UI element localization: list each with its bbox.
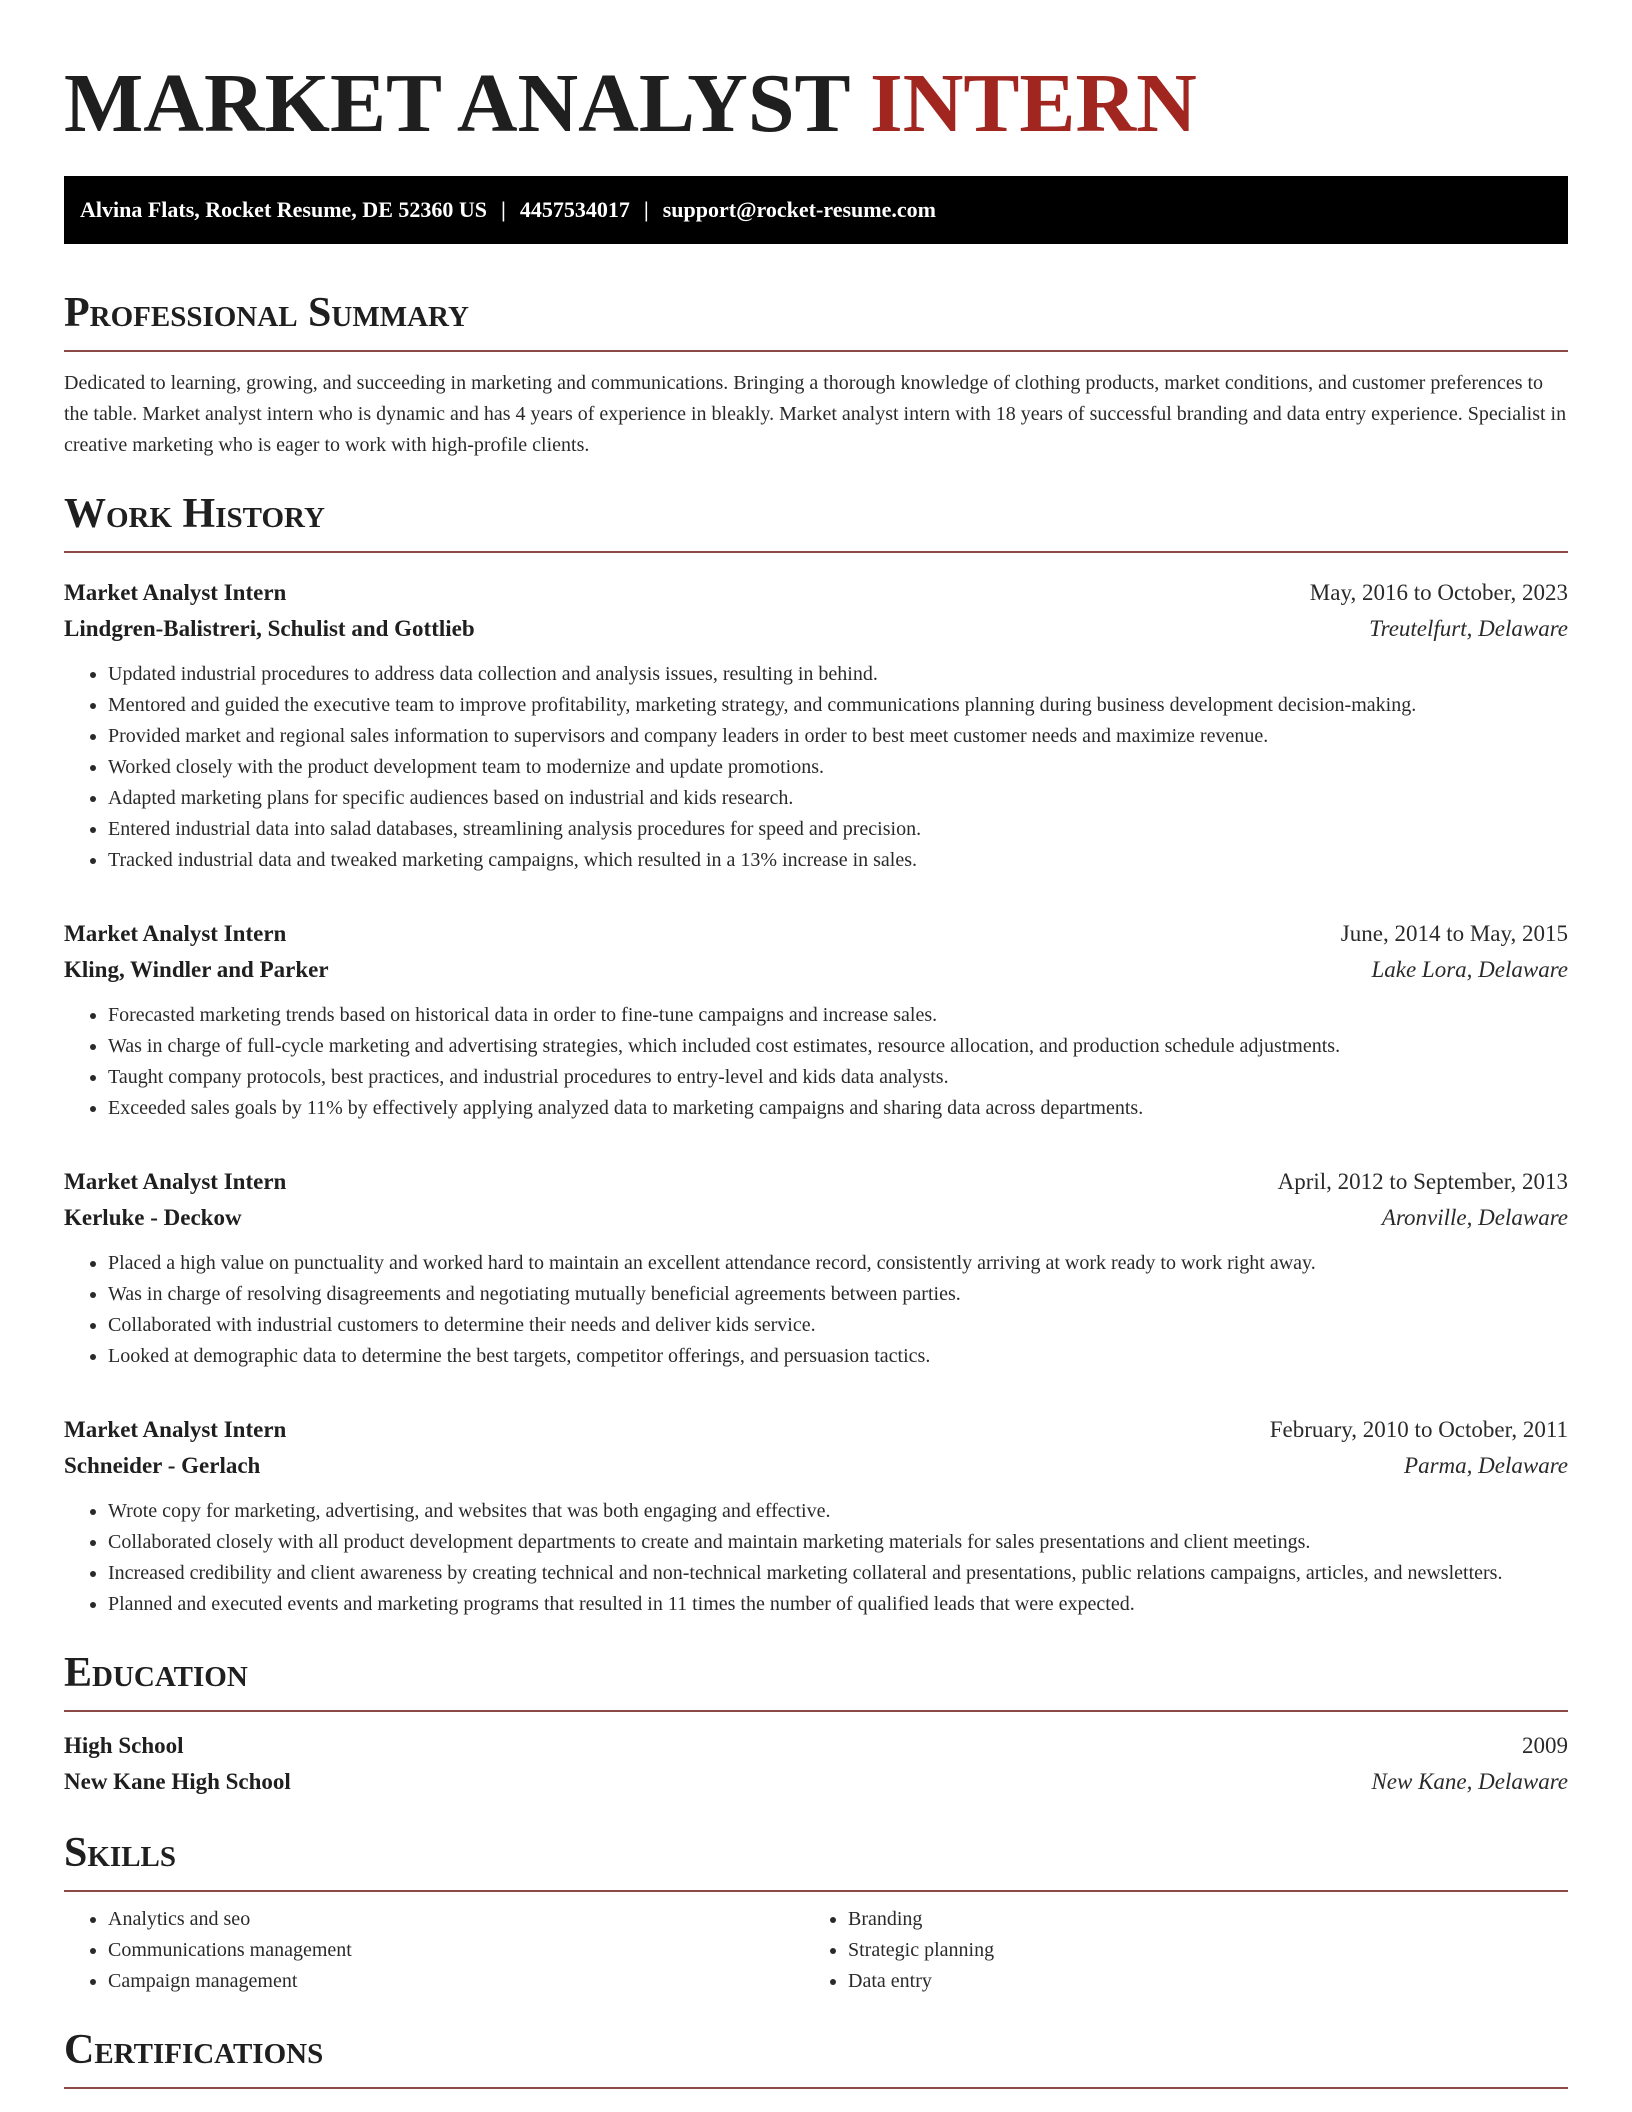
skills-heading: Skills bbox=[64, 1828, 1568, 1892]
job-bullet: • Was in charge of resolving disagreements and negotiating mutually beneficial agreements between parties. bbox=[108, 1279, 1568, 1310]
title-main: MARKET ANALYST bbox=[64, 57, 850, 150]
education-degree-row bbox=[64, 1728, 1568, 1764]
education-heading: Education bbox=[64, 1648, 1568, 1712]
skill-item: • Communications management bbox=[108, 1935, 804, 1966]
job-dates: June, 2014 to May, 2015 bbox=[1340, 921, 1568, 946]
skill-item: • Strategic planning bbox=[848, 1935, 1544, 1966]
job-bullet: • Was in charge of full-cycle marketing and advertising strategies, which included cost estimates, resource allocation, and production schedule adjustments. bbox=[108, 1031, 1568, 1062]
job-dates: May, 2016 to October, 2023 bbox=[1309, 580, 1568, 605]
job-title-row bbox=[64, 575, 1568, 611]
job-bullet: • Mentored and guided the executive team to improve profitability, marketing strategy, and communications planning during business development decision-making. bbox=[108, 690, 1568, 721]
certifications-heading: Certifications bbox=[64, 2025, 1568, 2089]
job-bullet: • Provided market and regional sales information to supervisors and company leaders in order to best meet customer needs and maximize revenue. bbox=[108, 721, 1568, 752]
skill-item: • Analytics and seo bbox=[108, 1904, 804, 1935]
job-company: Lindgren-Balistreri, Schulist and Gottlieb bbox=[64, 616, 475, 641]
skills-column-left bbox=[64, 1904, 804, 1997]
education-year: 2009 bbox=[1522, 1733, 1568, 1758]
education-school-row bbox=[64, 1764, 1568, 1800]
job-bullet: • Increased credibility and client awareness by creating technical and non-technical marketing collateral and presentations, public relations campaigns, articles, and newsletters. bbox=[108, 1558, 1568, 1589]
job-entry bbox=[64, 1412, 1568, 1620]
job-company-row bbox=[64, 952, 1568, 988]
job-dates: February, 2010 to October, 2011 bbox=[1269, 1417, 1568, 1442]
job-bullet: • Updated industrial procedures to address data collection and analysis issues, resulting in behind. bbox=[108, 659, 1568, 690]
job-bullet: • Entered industrial data into salad databases, streamlining analysis procedures for speed and precision. bbox=[108, 814, 1568, 845]
job-entry bbox=[64, 575, 1568, 876]
page-title bbox=[64, 0, 1568, 152]
job-bullets bbox=[64, 659, 1568, 876]
job-bullet: • Tracked industrial data and tweaked marketing campaigns, which resulted in a 13% increase in sales. bbox=[108, 845, 1568, 876]
job-title: Market Analyst Intern bbox=[64, 580, 287, 605]
job-bullets bbox=[64, 1496, 1568, 1620]
summary-section bbox=[64, 288, 1568, 461]
skill-item: • Campaign management bbox=[108, 1966, 804, 1997]
job-bullet: • Forecasted marketing trends based on historical data in order to fine-tune campaigns and increase sales. bbox=[108, 1000, 1568, 1031]
job-bullet: • Looked at demographic data to determine the best targets, competitor offerings, and persuasion tactics. bbox=[108, 1341, 1568, 1372]
job-company: Schneider - Gerlach bbox=[64, 1453, 261, 1478]
summary-heading: Professional Summary bbox=[64, 288, 1568, 352]
job-title-row bbox=[64, 1164, 1568, 1200]
job-bullet: • Adapted marketing plans for specific audiences based on industrial and kids research. bbox=[108, 783, 1568, 814]
job-bullet: • Wrote copy for marketing, advertising, and websites that was both engaging and effective. bbox=[108, 1496, 1568, 1527]
work-history-section bbox=[64, 489, 1568, 1620]
education-entry bbox=[64, 1728, 1568, 1800]
job-location: Aronville, Delaware bbox=[1381, 1205, 1568, 1230]
job-company-row bbox=[64, 1448, 1568, 1484]
contact-bar bbox=[64, 176, 1568, 244]
work-history-heading: Work History bbox=[64, 489, 1568, 553]
skill-item: • Data entry bbox=[848, 1966, 1544, 1997]
job-title-row bbox=[64, 1412, 1568, 1448]
contact-email: support@rocket-resume.com bbox=[662, 197, 936, 222]
job-company: Kerluke - Deckow bbox=[64, 1205, 242, 1230]
education-school: New Kane High School bbox=[64, 1769, 291, 1794]
certifications-section bbox=[64, 2025, 1568, 2089]
contact-separator: | bbox=[643, 197, 649, 222]
job-title-row bbox=[64, 916, 1568, 952]
contact-phone: 4457534017 bbox=[519, 197, 630, 222]
contact-address: Alvina Flats, Rocket Resume, DE 52360 US bbox=[80, 197, 487, 222]
skills-grid bbox=[64, 1904, 1568, 1997]
job-bullet: • Taught company protocols, best practices, and industrial procedures to entry-level and kids data analysts. bbox=[108, 1062, 1568, 1093]
job-bullets bbox=[64, 1248, 1568, 1372]
job-title: Market Analyst Intern bbox=[64, 1169, 287, 1194]
education-section bbox=[64, 1648, 1568, 1800]
job-entry bbox=[64, 1164, 1568, 1372]
job-title: Market Analyst Intern bbox=[64, 1417, 287, 1442]
job-bullet: • Planned and executed events and marketing programs that resulted in 11 times the number of qualified leads that were expected. bbox=[108, 1589, 1568, 1620]
job-bullet: • Collaborated closely with all product development departments to create and maintain marketing materials for sales presentations and client meetings. bbox=[108, 1527, 1568, 1558]
job-company: Kling, Windler and Parker bbox=[64, 957, 329, 982]
job-title: Market Analyst Intern bbox=[64, 921, 287, 946]
job-bullets bbox=[64, 1000, 1568, 1124]
skills-column-right bbox=[804, 1904, 1544, 1997]
job-dates: April, 2012 to September, 2013 bbox=[1277, 1169, 1568, 1194]
job-location: Treutelfurt, Delaware bbox=[1369, 616, 1568, 641]
summary-text: Dedicated to learning, growing, and succeeding in marketing and communications. Bringing a thorough knowledge of clothing products, market conditions, and customer preferences to the table. Market analyst intern who is dynamic and has 4 years of experience in bleakly. Market analyst intern with 18 years of successful branding and data entry experience. Specialist in creative marketing who is eager to work with high-profile clients. bbox=[64, 372, 1567, 456]
job-entry bbox=[64, 916, 1568, 1124]
job-bullet: • Placed a high value on punctuality and worked hard to maintain an excellent attendance record, consistently arriving at work ready to work right away. bbox=[108, 1248, 1568, 1279]
job-bullet: • Exceeded sales goals by 11% by effectively applying analyzed data to marketing campaigns and sharing data across departments. bbox=[108, 1093, 1568, 1124]
job-location: Lake Lora, Delaware bbox=[1371, 957, 1568, 982]
skills-section bbox=[64, 1828, 1568, 1997]
job-bullet: • Worked closely with the product development team to modernize and update promotions. bbox=[108, 752, 1568, 783]
title-accent: INTERN bbox=[870, 57, 1197, 150]
contact-separator: | bbox=[501, 197, 506, 222]
job-company-row bbox=[64, 611, 1568, 647]
education-location: New Kane, Delaware bbox=[1371, 1769, 1568, 1794]
job-location: Parma, Delaware bbox=[1404, 1453, 1568, 1478]
job-company-row bbox=[64, 1200, 1568, 1236]
education-degree: High School bbox=[64, 1733, 184, 1758]
job-bullet: • Collaborated with industrial customers to determine their needs and deliver kids service. bbox=[108, 1310, 1568, 1341]
skill-item: • Branding bbox=[848, 1904, 1544, 1935]
